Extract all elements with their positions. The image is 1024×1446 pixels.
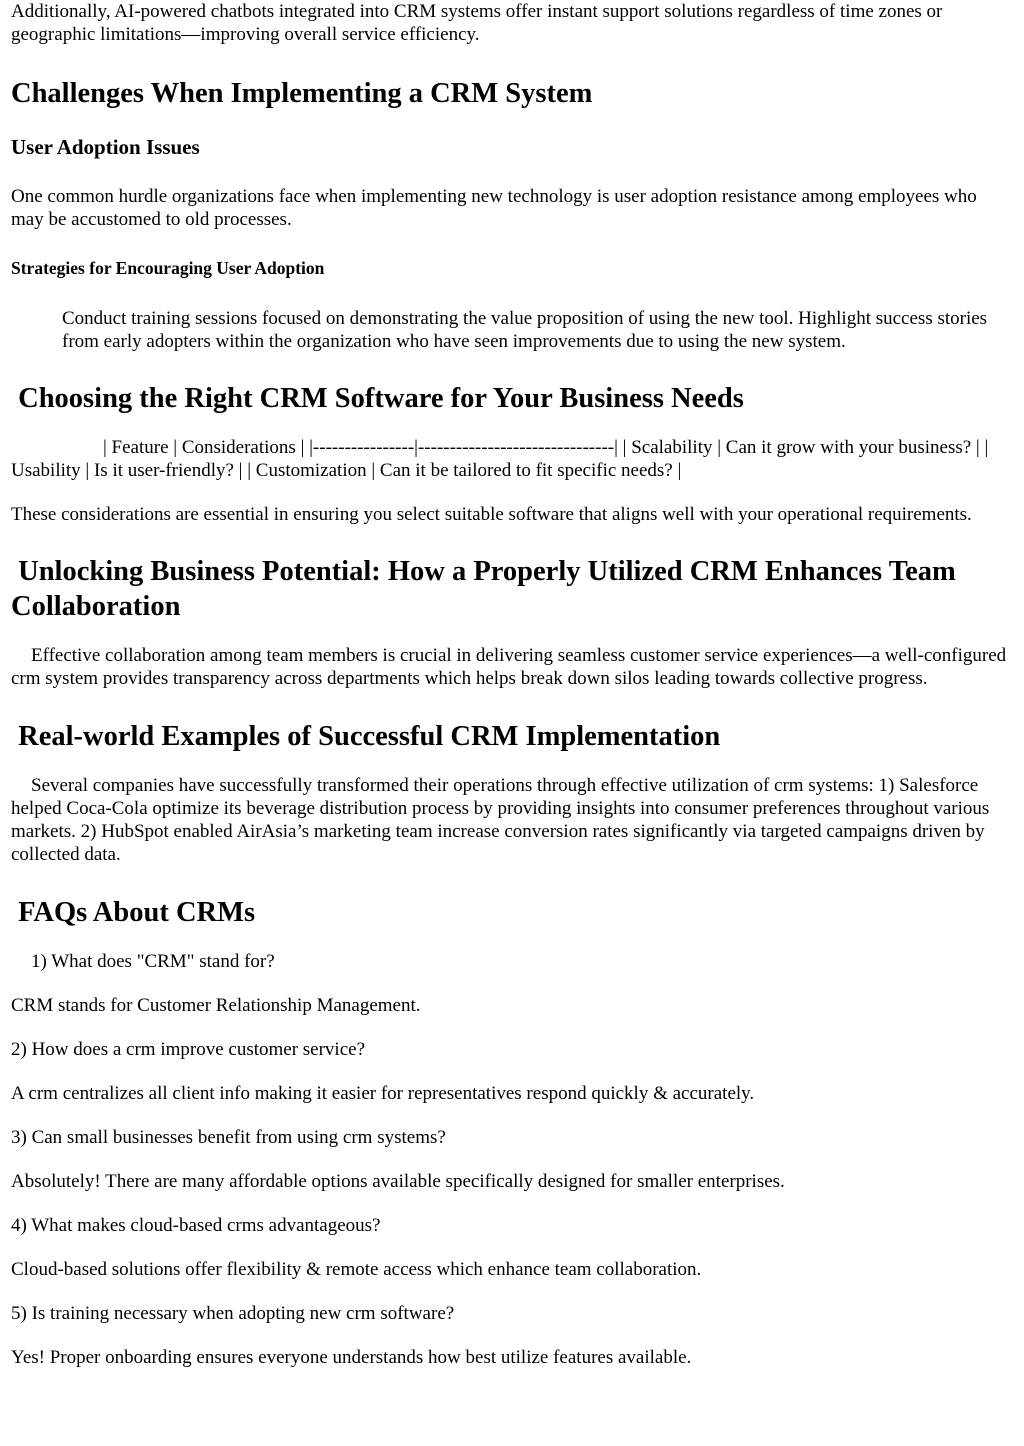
feature-table-text bbox=[11, 436, 1010, 482]
user-adoption-heading: User Adoption Issues bbox=[11, 135, 200, 159]
unlocking-paragraph-text: Effective collaboration among team members is crucial in delivering seamless customer service experiences—a well-configured crm system provides transparency across departments which helps break down silos leading towards collective progress. bbox=[11, 645, 1007, 689]
faq-question: 3) Can small businesses benefit from using crm systems? bbox=[11, 1127, 446, 1148]
unlocking-heading: Unlocking Business Potential: How a Properly Utilized CRM Enhances Team Collaboration bbox=[11, 556, 963, 622]
faq-answer: Yes! Proper onboarding ensures everyone understands how best utilize features available. bbox=[11, 1347, 692, 1368]
feature-table-text-content: | Feature | Considerations | |----------------|-------------------------------| | Scalability | Can it grow with your business? | | Usability | Is it user-friendly? | | Customization | Can it be tailored to fit specific needs? | bbox=[11, 437, 989, 481]
faq-answer: Cloud-based solutions offer flexibility & remote access which enhance team collaboration. bbox=[11, 1259, 702, 1280]
faqs-heading: FAQs About CRMs bbox=[11, 897, 256, 928]
unlocking-paragraph bbox=[11, 644, 1010, 690]
faq-answer: Absolutely! There are many affordable options available specifically designed for smaller enterprises. bbox=[11, 1171, 785, 1192]
faq-answer: CRM stands for Customer Relationship Management. bbox=[11, 995, 421, 1016]
choosing-heading: Choosing the Right CRM Software for Your Business Needs bbox=[11, 383, 744, 414]
faq-question: 2) How does a crm improve customer service? bbox=[11, 1039, 366, 1060]
faq-question: 5) Is training necessary when adopting new crm software? bbox=[11, 1303, 455, 1324]
examples-paragraph-text: Several companies have successfully transformed their operations through effective utilization of crm systems: 1) Salesforce helped Coca-Cola optimize its beverage distribution process by providing insights into consumer preferences throughout various markets. 2) HubSpot enabled AirAsia’s marketing team increase conversion rates significantly via targeted campaigns driven by collected data. bbox=[11, 775, 990, 865]
examples-paragraph bbox=[11, 774, 1010, 866]
faq-question: 1) What does "CRM" stand for? bbox=[31, 951, 275, 972]
choosing-paragraph: These considerations are essential in ensuring you select suitable software that aligns well with your operational requirements. bbox=[11, 504, 972, 525]
faq-answer: A crm centralizes all client info making it easier for representatives respond quickly & accurately. bbox=[11, 1083, 755, 1104]
intro-paragraph: Additionally, AI-powered chatbots integrated into CRM systems offer instant support solutions regardless of time zones or geographic limitations—improving overall service efficiency. bbox=[11, 1, 943, 45]
user-adoption-paragraph: One common hurdle organizations face when implementing new technology is user adoption resistance among employees who may be accustomed to old processes. bbox=[11, 186, 977, 230]
strategies-heading: Strategies for Encouraging User Adoption bbox=[11, 258, 325, 278]
strategies-blockquote: Conduct training sessions focused on demonstrating the value proposition of using the new tool. Highlight success stories from early adopters within the organization who have seen improvements due to using the new system. bbox=[62, 308, 988, 352]
examples-heading: Real-world Examples of Successful CRM Implementation bbox=[11, 721, 721, 752]
challenges-heading: Challenges When Implementing a CRM System bbox=[11, 78, 593, 109]
faq-question: 4) What makes cloud-based crms advantageous? bbox=[11, 1215, 381, 1236]
